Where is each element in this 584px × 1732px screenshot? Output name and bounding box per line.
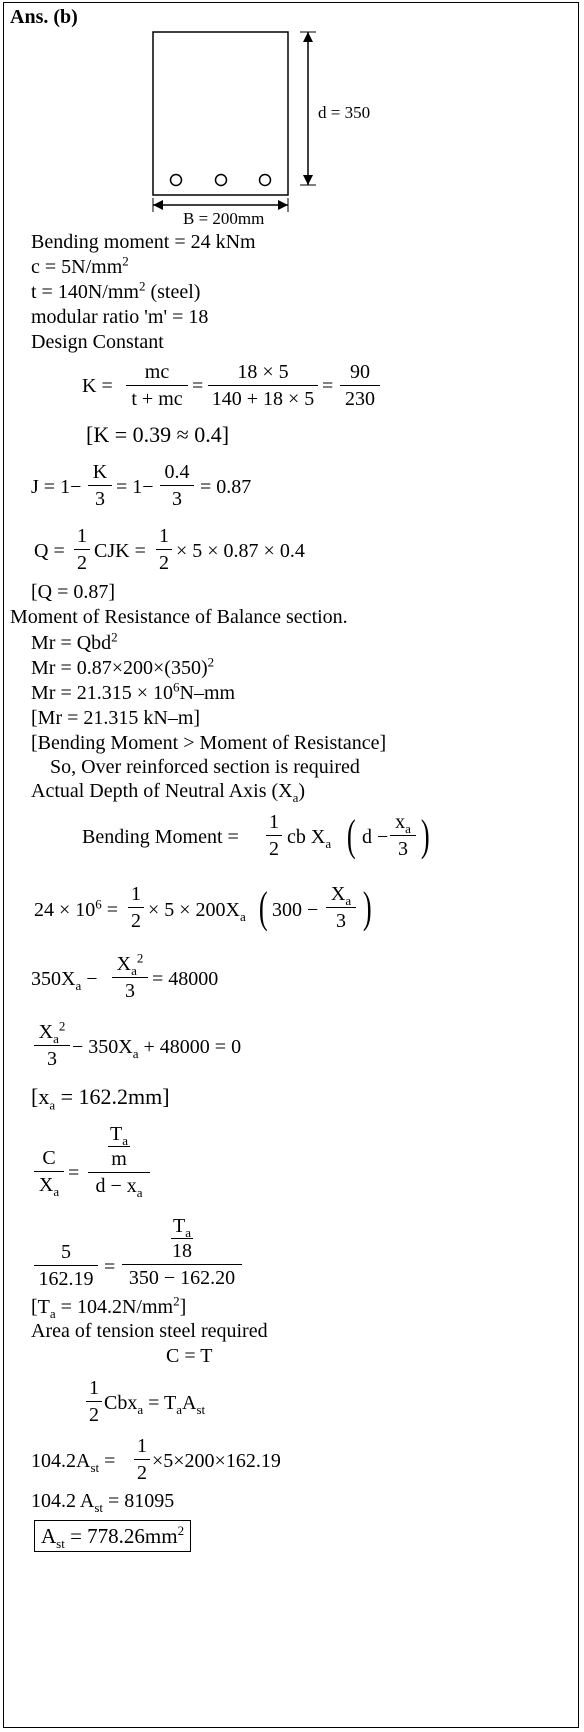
k-fraction-2: 18 × 5 140 + 18 × 5 — [208, 360, 318, 411]
k-result: [K = 0.39 ≈ 0.4] — [86, 422, 230, 447]
xa-result: $[x_a = 162.2mm]$ — [31, 1084, 170, 1113]
j-eq: J = 1− — [31, 476, 82, 498]
ta-result: $[T_a = 104.2N/mm^2]$ — [31, 1293, 187, 1321]
modular-ratio: modular ratio 'm' = 18 — [31, 306, 209, 328]
rebar-1 — [171, 175, 182, 186]
steel-stress: $t = 140N/mm^2$ (steel) — [31, 278, 201, 303]
width-label: B = 200mm — [183, 209, 265, 228]
answer-label: Ans. (b) — [10, 6, 78, 28]
bending-moment: Bending moment = 24 kNm — [31, 231, 256, 253]
q-result: [Q = 0.87] — [31, 581, 116, 603]
depth-label: d = 350 — [318, 103, 371, 122]
rebar-2 — [216, 175, 227, 186]
rebar-3 — [260, 175, 271, 186]
j-result: = 0.87 — [200, 476, 252, 498]
k-fraction-3: 90 230 — [340, 360, 380, 411]
concrete-stress: $c = 5N/mm^2$ — [31, 253, 129, 278]
design-constant: Design Constant — [31, 331, 164, 353]
section-heading: Moment of Resistance of Balance section. — [10, 606, 348, 628]
beam-section-figure — [0, 0, 584, 240]
k-fraction-1: mc t + mc — [126, 360, 188, 411]
final-answer-box: $A_{st} = 778.26mm^2$ — [34, 1520, 191, 1552]
k-eq-label: K = — [82, 375, 113, 397]
